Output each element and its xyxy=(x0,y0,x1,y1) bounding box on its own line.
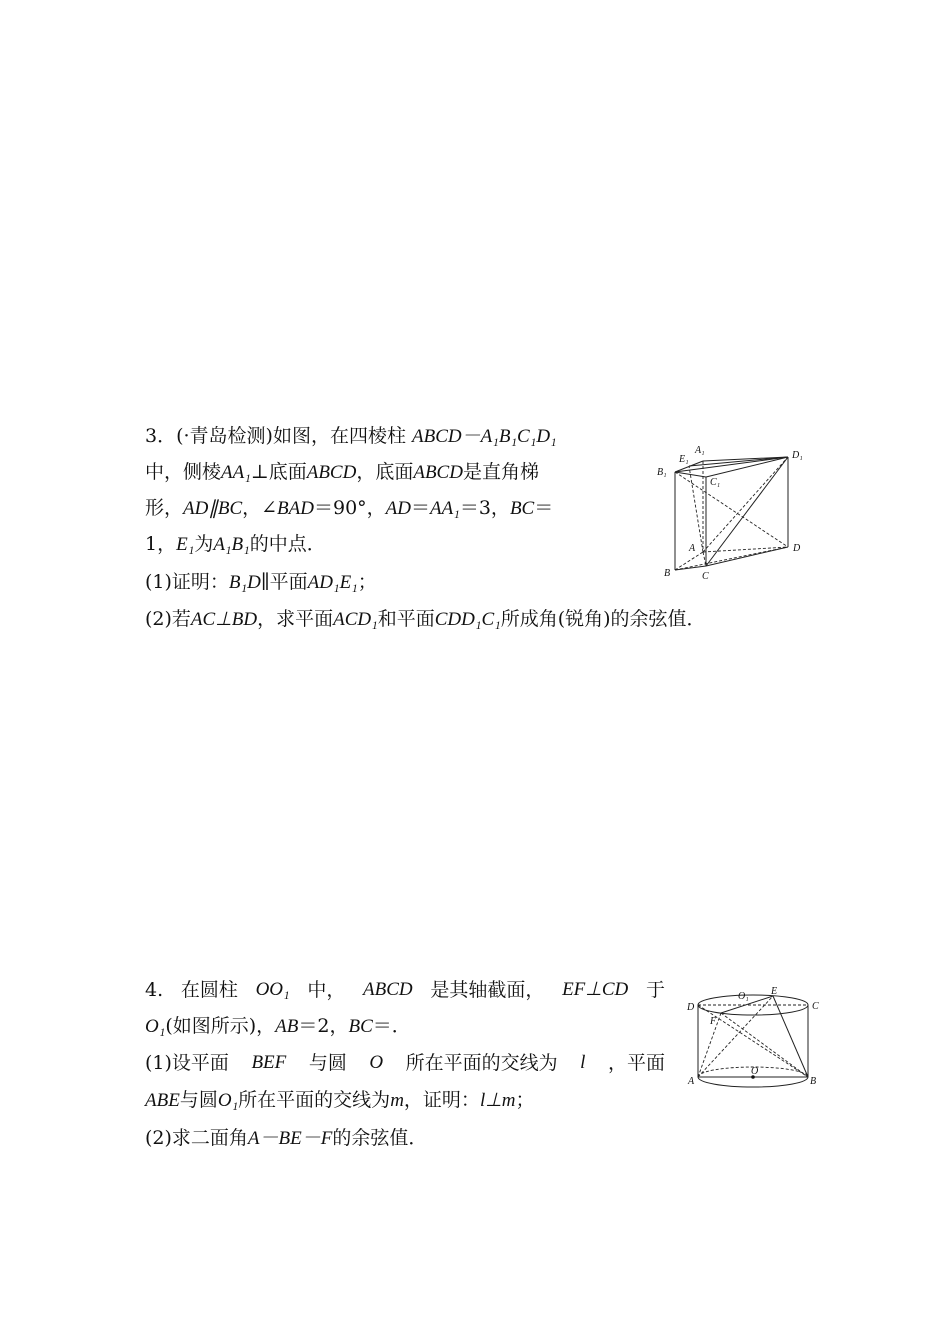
label-b: B xyxy=(810,1076,817,1087)
problem-4-line-2: O₁(如图所示)，AB＝2，BC＝． xyxy=(145,1015,411,1037)
problem-4-question-1-cont: ABE与圆O₁所在平面的交线为m，证明：l⊥m； xyxy=(145,1089,535,1111)
hidden-edge-b1-d xyxy=(675,472,788,547)
problem-4-line-1: 4. 在圆柱 OO₁ 中， ABCD 是其轴截面， EF⊥CD 于 xyxy=(145,979,665,1001)
label-f: F xyxy=(710,1016,717,1027)
label-a: A xyxy=(689,543,696,554)
label-c: C xyxy=(702,571,709,582)
problem-4-question-2: (2)求二面角A－BE－F的余弦值． xyxy=(145,1127,428,1149)
hidden-edge-a-d1 xyxy=(703,457,788,552)
problem-4-question-1: (1)设平面 BEF 与圆 O 所在平面的交线为 l ，平面 xyxy=(145,1052,665,1074)
label-b1: B₁ xyxy=(657,467,667,478)
hidden-edge-a-e1 xyxy=(689,466,703,552)
problem-3-line-1: 3．(·青岛检测)如图，在四棱柱 ABCD－A₁B₁C₁D₁ xyxy=(145,425,557,447)
problem-number: 4. xyxy=(145,979,164,1001)
label-b: B xyxy=(664,568,671,579)
problem-number: 3． xyxy=(145,425,177,447)
segment-eb xyxy=(773,996,808,1077)
problem-3-question-1: (1)证明：B₁D∥平面AD₁E₁； xyxy=(145,571,377,593)
label-c1: C₁ xyxy=(710,477,721,488)
label-e: E xyxy=(771,986,778,997)
cylinder-figure xyxy=(683,984,833,1094)
label-d: D xyxy=(793,543,801,554)
edge-e1-d1 xyxy=(689,457,788,466)
problem-3-line-2: 中，侧棱AA₁⊥底面ABCD，底面ABCD是直角梯 xyxy=(145,461,539,483)
label-e1: E₁ xyxy=(679,454,689,465)
problem-3-question-2: (2)若AC⊥BD，求平面ACD₁和平面CDD₁C₁所成角(锐角)的余弦值． xyxy=(145,608,706,630)
label-d1: D₁ xyxy=(792,450,803,461)
label-o: O xyxy=(751,1066,759,1077)
problem-3-line-4: 1，E₁为A₁B₁的中点． xyxy=(145,533,326,555)
problem-source: (·青岛检测) xyxy=(176,425,273,447)
prism-figure xyxy=(655,440,815,585)
label-o1: O₁ xyxy=(738,991,749,1002)
problem-3-line-3: 形，AD∥BC，∠BAD＝90°，AD＝AA₁＝3，BC＝ xyxy=(145,497,554,519)
label-d: D xyxy=(687,1002,695,1013)
label-c: C xyxy=(812,1001,819,1012)
prism-name: ABCD－A₁B₁C₁D₁ xyxy=(412,426,557,447)
label-a1: A₁ xyxy=(695,445,705,456)
segment-fb xyxy=(721,1013,808,1077)
label-a: A xyxy=(688,1076,695,1087)
